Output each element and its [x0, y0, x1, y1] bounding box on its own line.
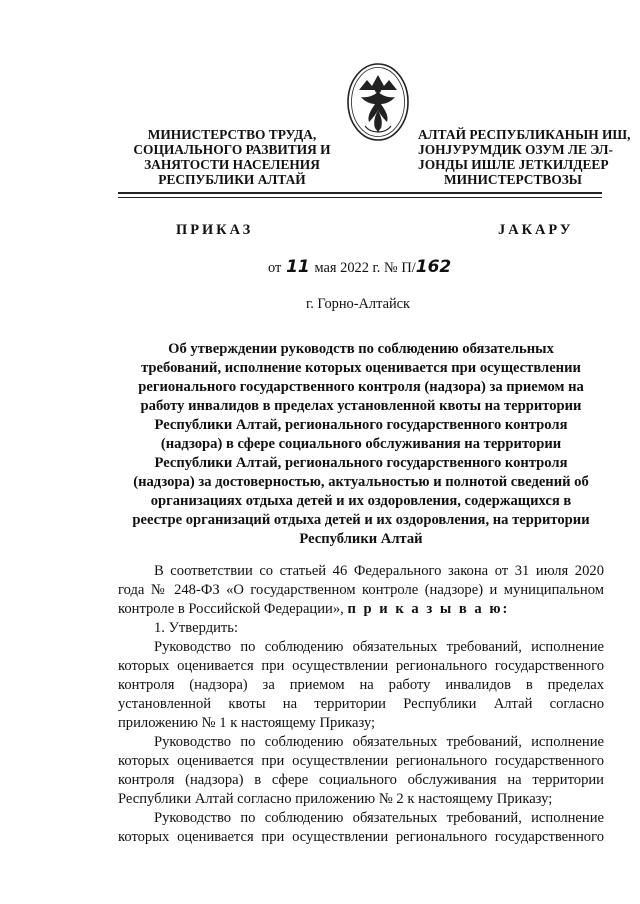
header-divider-thick: [118, 192, 602, 194]
handwritten-order-number: 162: [415, 257, 452, 277]
doc-type-russian: ПРИКАЗ: [176, 222, 254, 238]
body-line: контроля (надзора) в сфере социального обслуживания на территории: [118, 772, 604, 788]
body-line-text: контроле в Российской Федерации»,: [118, 601, 344, 617]
date-month-year: мая 2022 г. №: [314, 260, 398, 276]
title-line: Республики Алтай, регионального государственного контроля: [154, 417, 568, 433]
body-line: В соответствии со статьей 46 Федерального закона от 31 июля 2020: [154, 563, 604, 579]
order-body: [118, 562, 604, 847]
title-line: требований, исполнение которых оценивается при осуществлении: [141, 360, 581, 376]
body-line: Руководство по соблюдению обязательных требований, исполнение: [154, 639, 604, 655]
title-line: Об утверждении руководств по соблюдению обязательных: [168, 341, 554, 357]
body-line: года № 248-ФЗ «О государственном контроле (надзоре) и муниципальном: [118, 582, 604, 598]
org-line: АЛТАЙ РЕСПУБЛИКАНЫН ИШ,: [418, 127, 631, 142]
body-line: Руководство по соблюдению обязательных требований, исполнение: [154, 810, 604, 826]
body-line: контроля (надзора) за приемом на работу инвалидов в пределах: [118, 677, 604, 693]
body-line: которых оценивается при осуществлении регионального государственного: [118, 658, 604, 674]
order-date-number: [268, 257, 452, 277]
list-item: 1. Утвердить:: [154, 620, 239, 636]
org-line: РЕСПУБЛИКИ АЛТАЙ: [158, 172, 306, 187]
title-line: организациях отдыха детей и их оздоровления, содержащихся в: [150, 493, 572, 509]
title-line: (надзора) за достоверностью, актуальностью и полнотой сведений об: [133, 474, 589, 490]
ministry-name-altai: [418, 127, 631, 187]
title-line: работу инвалидов в пределах установленной квоты на территории: [140, 398, 582, 414]
order-number-prefix: П/: [401, 260, 416, 276]
org-line: ЗАНЯТОСТИ НАСЕЛЕНИЯ: [144, 157, 320, 172]
date-prefix: от: [268, 260, 282, 276]
body-line: которых оценивается при осуществлении регионального государственного: [118, 753, 604, 769]
order-directive: п р и к а з ы в а ю:: [347, 601, 510, 617]
title-line: реестре организаций отдыха детей и их оздоровления, на территории: [132, 512, 590, 528]
title-line: регионального государственного контроля (надзора) за приемом на: [138, 379, 584, 395]
org-line: ЈОНДЫ ИШЛЕ ЈЕТКИЛДЕЕР: [418, 157, 609, 172]
body-line: Руководство по соблюдению обязательных требований, исполнение: [154, 734, 604, 750]
org-line: ЈОНЈУРУМДИК ОЗУМ ЛЕ ЭЛ-: [418, 142, 613, 157]
org-line: МИНИСТЕРСТВО ТРУДА,: [147, 127, 317, 142]
doc-type-altai: ЈАКАРУ: [498, 222, 574, 238]
title-line: Республики Алтай, регионального государственного контроля: [154, 455, 568, 471]
header-divider-thin: [118, 197, 602, 198]
title-line: (надзора) в сфере социального обслуживания на территории: [160, 436, 562, 452]
body-line: которых оценивается при осуществлении регионального государственного: [118, 829, 604, 845]
org-line: МИНИСТЕРСТВОЗЫ: [444, 172, 582, 187]
altai-republic-emblem-icon: [345, 60, 411, 144]
ministry-name-russian: [112, 127, 352, 187]
body-line: [118, 600, 604, 619]
body-line: приложению № 1 к настоящему Приказу;: [118, 715, 376, 731]
body-line: Республики Алтай согласно приложению № 2 к настоящему Приказу;: [118, 791, 553, 807]
body-line: установленной квоты на территории Республики Алтай согласно: [118, 696, 604, 712]
org-line: СОЦИАЛЬНОГО РАЗВИТИЯ И: [133, 142, 331, 157]
handwritten-day: 11: [286, 257, 310, 277]
title-line: Республики Алтай: [299, 531, 423, 547]
city: г. Горно-Алтайск: [305, 296, 411, 312]
order-title: [118, 340, 604, 549]
